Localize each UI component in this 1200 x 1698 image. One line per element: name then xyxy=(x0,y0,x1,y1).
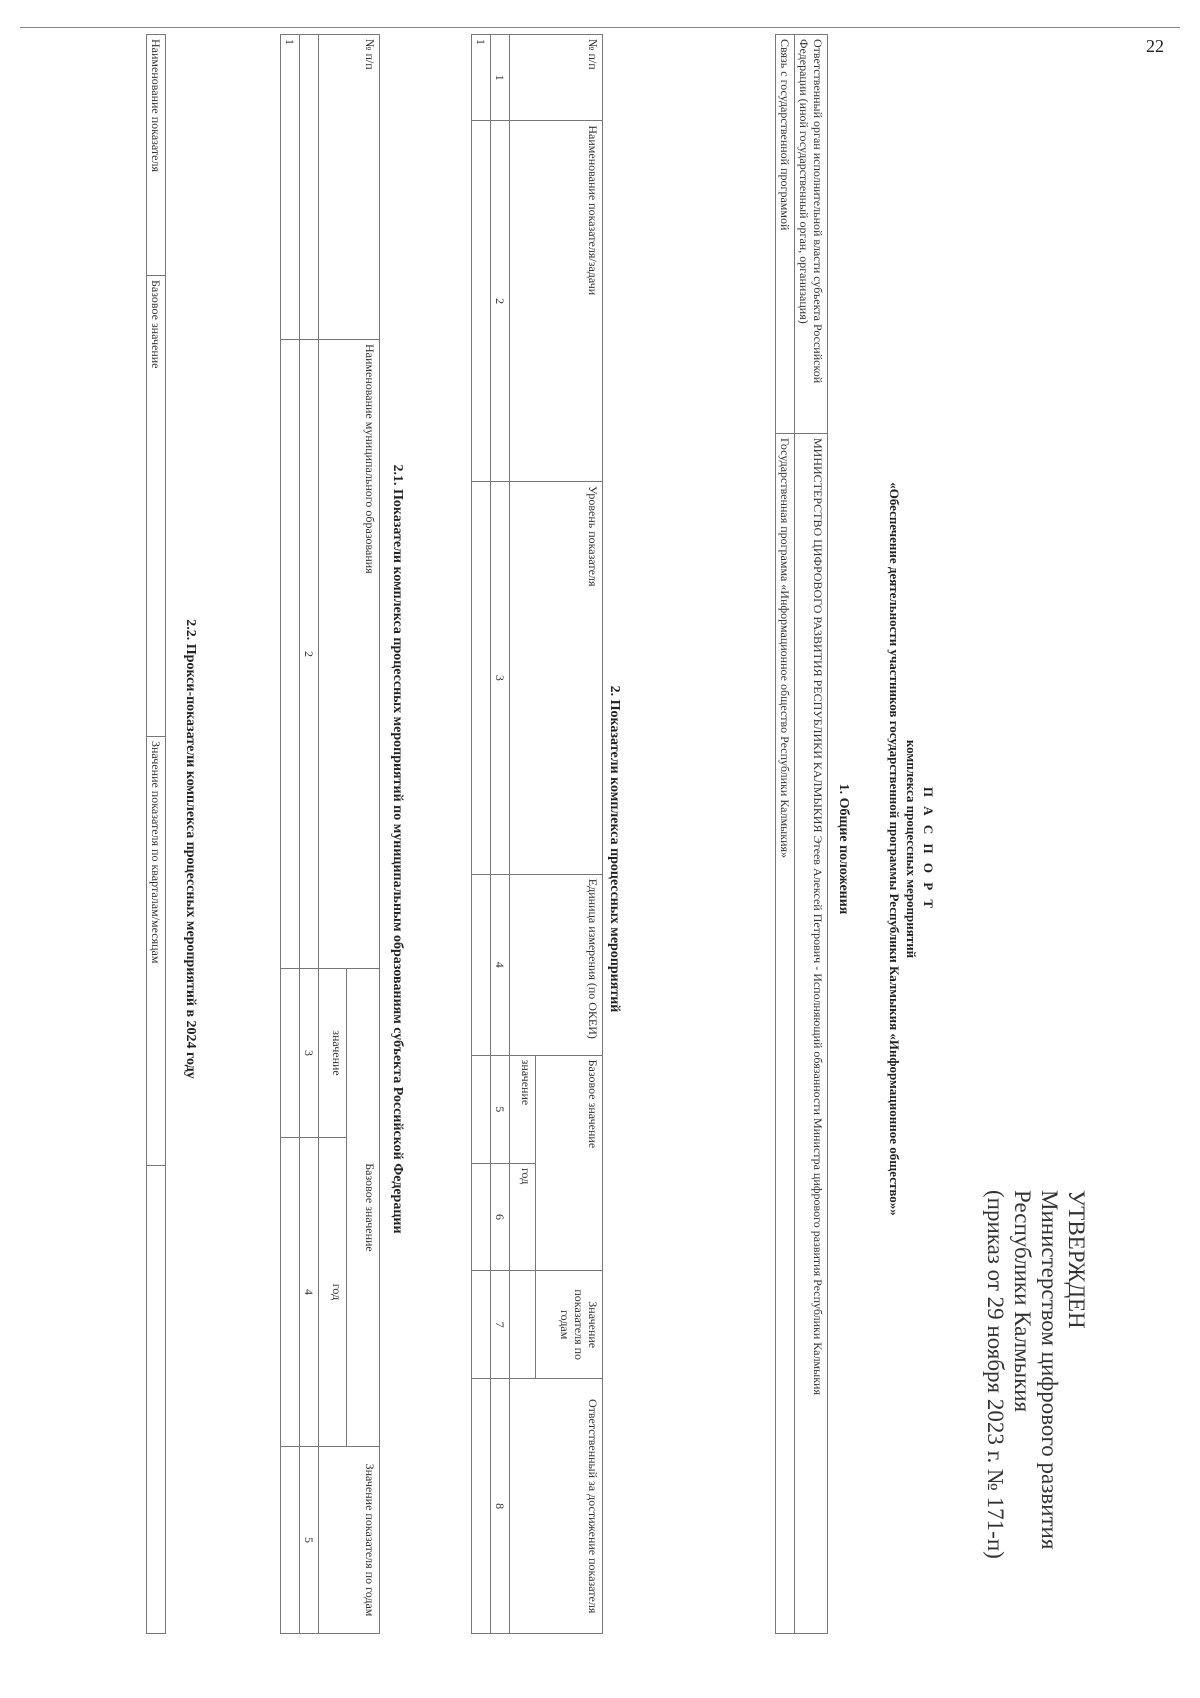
approval-stamp xyxy=(982,1190,1090,1559)
passport-subtitle-1: комплекса процессных мероприятий xyxy=(904,739,919,959)
table-header-cell: Единица измерения (по ОКЕИ) xyxy=(510,874,603,1055)
table-cell xyxy=(300,35,319,340)
general-provisions-table xyxy=(775,34,828,1634)
table-row xyxy=(472,35,491,1634)
section-2-1-title: 2.1. Показатели комплекса процессных мероприятий по муниципальным образованиям субъекта Российской Федерации xyxy=(390,464,405,1234)
section-2-title: 2. Показатели комплекса процессных мероприятий xyxy=(607,685,622,1013)
table-cell xyxy=(472,1271,491,1379)
table-header-cell: Наименование муниципального образования xyxy=(319,340,380,969)
table-row xyxy=(347,35,380,1634)
table-cell: 3 xyxy=(491,481,510,874)
section-1-title: 1. Общие положения xyxy=(836,783,851,915)
table-cell xyxy=(281,340,300,969)
table-cell xyxy=(472,121,491,482)
table-header-cell: Базовое значение xyxy=(147,276,166,737)
table-cell: 4 xyxy=(491,874,510,1055)
municipal-indicators-table xyxy=(280,34,380,1634)
page-number: 22 xyxy=(1146,36,1164,56)
table-row xyxy=(281,35,300,1634)
table-cell xyxy=(281,969,300,1138)
table-row xyxy=(776,35,795,1634)
table-cell: 2 xyxy=(300,340,319,969)
approval-line-4: (приказ от 29 ноября 2023 г. № 171-п) xyxy=(983,1190,1008,1559)
table-header-cell: № п/п xyxy=(319,35,380,340)
table-header-cell: Наименование показателя/задачи xyxy=(510,121,603,482)
table-cell: 1 xyxy=(281,35,300,340)
table-cell xyxy=(472,1379,491,1634)
table-header-cell: № п/п xyxy=(510,35,603,121)
table-row xyxy=(795,35,828,1634)
table-header-cell: Базовое значение xyxy=(347,969,380,1447)
table-cell: 5 xyxy=(300,1447,319,1634)
passport-title: П А С П О Р Т xyxy=(921,786,936,912)
table-header-cell: год xyxy=(319,1138,347,1447)
table-header-cell: значение xyxy=(319,969,347,1138)
indicators-table xyxy=(471,34,603,1634)
table-cell: Ответственный орган исполнительной власти субъекта Российской Федерации (иной государственный орган, организация) xyxy=(795,35,828,434)
section-2-2-title: 2.2. Прокси-показатели комплекса процессных мероприятий в 2024 году xyxy=(183,619,198,1079)
proxy-indicators-table xyxy=(146,34,166,1634)
table-header-cell: Ответственный за достижение показателя xyxy=(510,1379,603,1634)
table-cell: 6 xyxy=(491,1163,510,1270)
table-cell: 3 xyxy=(300,969,319,1138)
table-header-cell: Уровень показателя xyxy=(510,481,603,874)
table-header-cell: Наименование показателя xyxy=(147,35,166,276)
table-header-cell: Базовое значение xyxy=(536,1055,603,1270)
table-cell: 7 xyxy=(491,1271,510,1379)
table-cell: МИНИСТЕРСТВО ЦИФРОВОГО РАЗВИТИЯ РЕСПУБЛИКИ КАЛМЫКИЯ Этеев Алексей Петрович - Исполняющий обязанности Министра цифрового развития Республики Калмыкия xyxy=(795,434,828,1634)
table-cell: 5 xyxy=(491,1055,510,1163)
table-cell xyxy=(472,1055,491,1163)
table-cell xyxy=(281,1447,300,1634)
table-header-cell: год xyxy=(510,1163,536,1270)
table-row xyxy=(147,35,166,1634)
table-row xyxy=(536,35,603,1634)
table-cell: 1 xyxy=(472,35,491,121)
table-cell: Государственная программа «Информационное общество Республики Калмыкия» xyxy=(776,434,795,1634)
table-cell xyxy=(472,1163,491,1270)
table-cell: 8 xyxy=(491,1379,510,1634)
table-row xyxy=(300,35,319,1634)
table-cell xyxy=(472,481,491,874)
table-cell xyxy=(472,874,491,1055)
table-header-cell xyxy=(510,1271,536,1379)
table-header-cell: Значение показателя по годам xyxy=(319,1447,380,1634)
table-row xyxy=(491,35,510,1634)
approval-line-2: Министерством цифрового развития xyxy=(1037,1190,1062,1550)
table-header-cell: значение xyxy=(510,1055,536,1163)
table-cell: 2 xyxy=(491,121,510,482)
table-cell: Связь с государственной программой xyxy=(776,35,795,434)
table-header-cell xyxy=(147,1166,166,1634)
table-header-cell: Значение показателя по кварталам/месяцам xyxy=(147,737,166,1166)
table-cell xyxy=(281,1138,300,1447)
approval-line-1: УТВЕРЖДЕН xyxy=(1064,1190,1089,1329)
passport-subtitle-2: «Обеспечение деятельности участников государственной программы Республики Калмыкия «Информационное общество»» xyxy=(887,482,902,1216)
approval-line-3: Республики Калмыкия xyxy=(1010,1190,1035,1413)
table-header-cell: Значение показателя по годам xyxy=(536,1271,603,1379)
table-cell: 4 xyxy=(300,1138,319,1447)
table-cell: 1 xyxy=(491,35,510,121)
